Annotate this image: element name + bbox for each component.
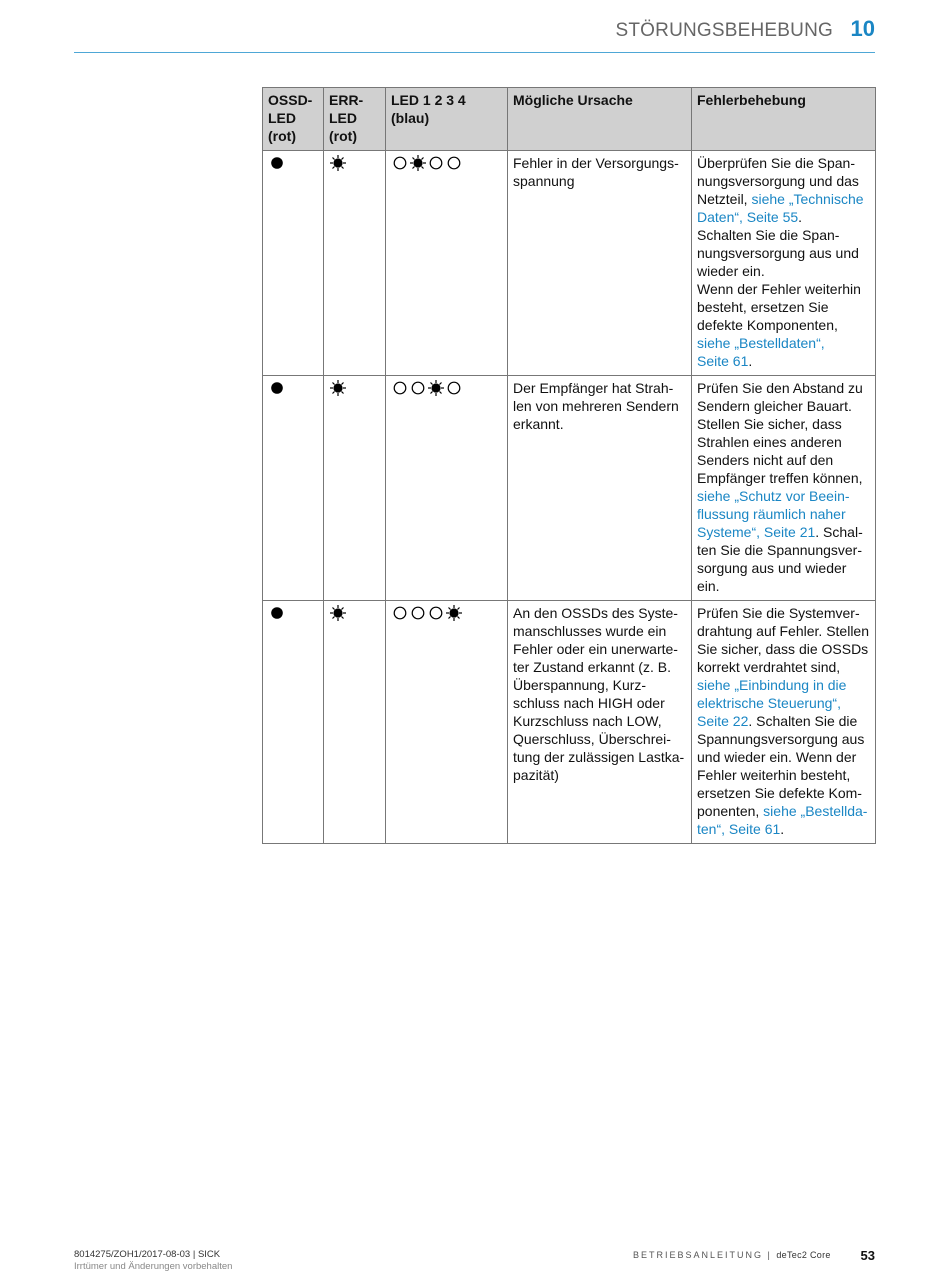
remedy-text: Schalten Sie die Span- nungsversorgung aus und wieder ein. bbox=[697, 227, 859, 279]
footer-manual: BETRIEBSANLEITUNG | deTec2 Core bbox=[633, 1250, 831, 1260]
cause-cell bbox=[508, 601, 692, 844]
ossd-led-cell bbox=[263, 376, 324, 601]
footer-left bbox=[74, 1249, 232, 1273]
led-3-icon bbox=[427, 154, 445, 172]
err-led-cell bbox=[324, 151, 386, 376]
cause-cell bbox=[508, 376, 692, 601]
remedy-text: . bbox=[798, 209, 803, 225]
document-id: 8014275/ZOH1/2017-08-03 | SICK bbox=[74, 1249, 221, 1260]
led-1234-cell bbox=[386, 151, 508, 376]
manual-label: BETRIEBSANLEITUNG bbox=[633, 1250, 764, 1260]
remedy-paragraph bbox=[697, 226, 871, 280]
err-led-icon bbox=[329, 379, 347, 397]
legal-note: Irrtümer und Änderungen vorbehalten bbox=[74, 1261, 233, 1272]
led-4-icon bbox=[445, 604, 463, 622]
cause-text: Fehler in der Versorgungs- spannung bbox=[513, 155, 679, 189]
table-header-row bbox=[263, 88, 876, 151]
err-led-icon bbox=[329, 154, 347, 172]
remedy-text: . Schal- ten Sie die Spannungsver- sorgung aus und wieder ein. bbox=[697, 524, 863, 594]
cause-text: Der Empfänger hat Strah- len von mehreren Sendern erkannt. bbox=[513, 380, 679, 432]
err-led-cell bbox=[324, 601, 386, 844]
cross-reference-link[interactable]: siehe „Bestelldaten“, Seite 61 bbox=[697, 335, 825, 369]
header-cause: Mögliche Ursache bbox=[508, 88, 692, 151]
led-2-icon bbox=[409, 154, 427, 172]
led-3-icon bbox=[427, 379, 445, 397]
header-led-1234: LED 1 2 3 4 (blau) bbox=[386, 88, 508, 151]
header-ossd-led: OSSD- LED (rot) bbox=[263, 88, 324, 151]
chapter-title: STÖRUNGSBEHEBUNG bbox=[615, 20, 833, 41]
table-row bbox=[263, 601, 876, 844]
led-4-icon bbox=[445, 154, 463, 172]
led-1-icon bbox=[391, 379, 409, 397]
ossd-led-icon bbox=[268, 154, 286, 172]
remedy-cell bbox=[692, 601, 876, 844]
remedy-paragraph bbox=[697, 280, 871, 370]
led-1234-cell bbox=[386, 376, 508, 601]
remedy-text: Prüfen Sie die Systemver- drahtung auf Fehler. Stellen Sie sicher, dass die OSSDs korrekt verdrahtet sind, bbox=[697, 605, 870, 675]
cause-cell bbox=[508, 151, 692, 376]
troubleshooting-table bbox=[262, 87, 876, 844]
remedy-text: . bbox=[748, 353, 753, 369]
remedy-paragraph bbox=[697, 604, 871, 838]
remedy-cell bbox=[692, 376, 876, 601]
remedy-paragraph bbox=[697, 154, 871, 226]
led-1234-cell bbox=[386, 601, 508, 844]
led-2-icon bbox=[409, 604, 427, 622]
table-row bbox=[263, 376, 876, 601]
cross-reference-link[interactable]: siehe „Bestellda- ten“, Seite 61 bbox=[697, 803, 868, 837]
remedy-text: Überprüfen Sie die Span- nungsversorgung und das Netzteil, bbox=[697, 155, 859, 207]
led-1-icon bbox=[391, 154, 409, 172]
page-header bbox=[74, 14, 875, 53]
ossd-led-icon bbox=[268, 604, 286, 622]
page-number: 53 bbox=[860, 1248, 875, 1263]
remedy-text: . bbox=[780, 821, 785, 837]
err-led-icon bbox=[329, 604, 347, 622]
ossd-led-cell bbox=[263, 601, 324, 844]
err-led-cell bbox=[324, 376, 386, 601]
remedy-text: Wenn der Fehler weiterhin besteht, ersetzen Sie defekte Komponenten, bbox=[697, 281, 861, 333]
remedy-paragraph bbox=[697, 379, 871, 595]
header-err-led: ERR- LED (rot) bbox=[324, 88, 386, 151]
remedy-cell bbox=[692, 151, 876, 376]
led-4-icon bbox=[445, 379, 463, 397]
product-name: deTec2 Core bbox=[776, 1250, 831, 1260]
ossd-led-icon bbox=[268, 379, 286, 397]
header-remedy: Fehlerbehebung bbox=[692, 88, 876, 151]
remedy-text: . Schalten Sie die Spannungsversorgung aus und wieder ein. Wenn der Fehler weiterhin besteht, ersetzen Sie defekte Kom- ponenten, bbox=[697, 713, 865, 819]
led-3-icon bbox=[427, 604, 445, 622]
cross-reference-link[interactable]: siehe „Technische Daten“, Seite 55 bbox=[697, 191, 864, 225]
led-1-icon bbox=[391, 604, 409, 622]
chapter-number: 10 bbox=[850, 16, 875, 41]
cause-text: An den OSSDs des Syste- manschlusses wurde ein Fehler oder ein unerwarte- ter Zustand erkannt (z. B. Überspannung, Kurz- schluss nach HIGH oder Kurzschluss nach LOW, Querschluss, Überschrei- tung der zulässigen Lastka- pazität) bbox=[513, 605, 685, 783]
ossd-led-cell bbox=[263, 151, 324, 376]
cross-reference-link[interactable]: siehe „Schutz vor Beein- flussung räumlich naher Systeme“, Seite 21 bbox=[697, 488, 850, 540]
remedy-text: Prüfen Sie den Abstand zu Sendern gleicher Bauart. Stellen Sie sicher, dass Strahlen eines anderen Senders nicht auf den Empfänger treffen können, bbox=[697, 380, 863, 486]
cross-reference-link[interactable]: siehe „Einbindung in die elektrische Steuerung“, Seite 22 bbox=[697, 677, 847, 729]
led-2-icon bbox=[409, 379, 427, 397]
table-row bbox=[263, 151, 876, 376]
